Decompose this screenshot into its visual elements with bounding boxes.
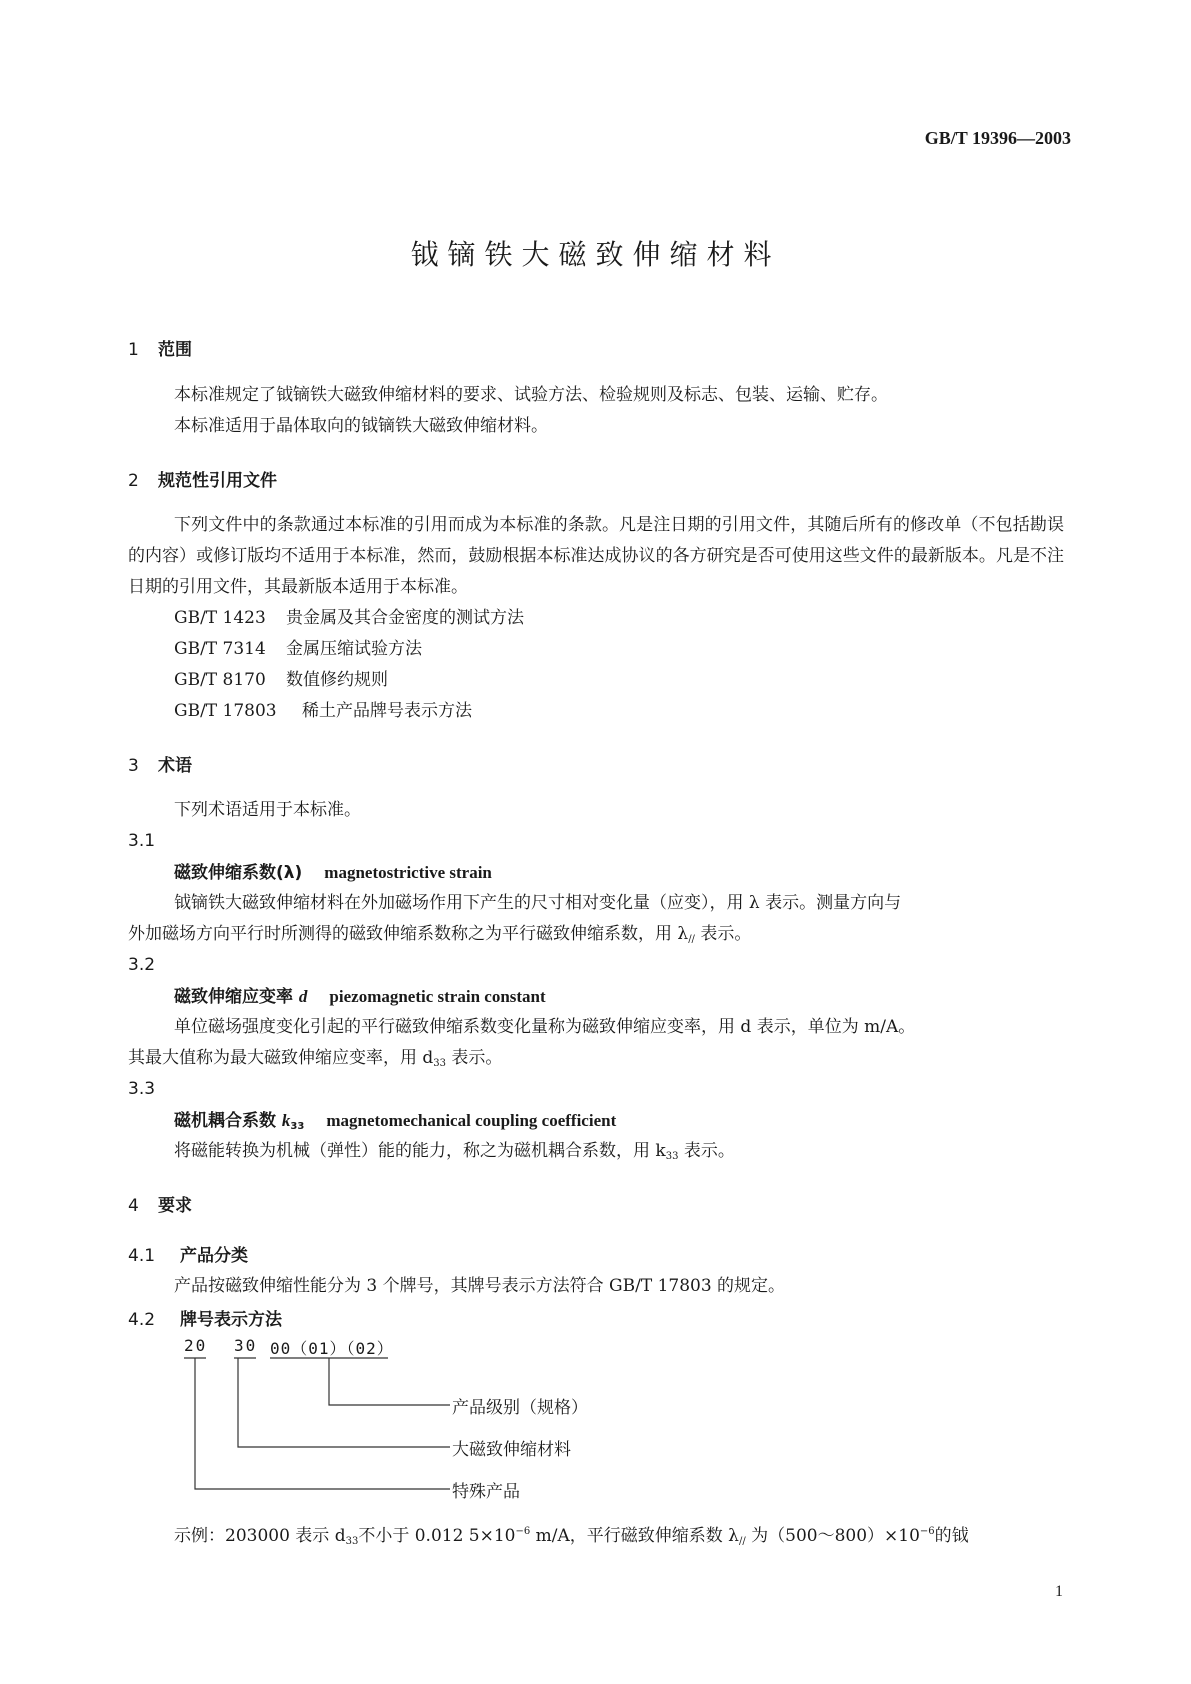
reference-name: 数值修约规则 bbox=[286, 670, 388, 690]
section-title: 范围 bbox=[158, 340, 192, 360]
subsection-number: 4.2 bbox=[128, 1310, 156, 1330]
subsection-title: 产品分类 bbox=[180, 1246, 248, 1266]
term-name-zh: 磁机耦合系数 bbox=[174, 1111, 276, 1131]
reference-name: 贵金属及其合金密度的测试方法 bbox=[286, 608, 524, 628]
term-name-en: magnetomechanical coupling coefficient bbox=[326, 1111, 617, 1130]
paragraph: 下列术语适用于本标准。 bbox=[174, 800, 361, 820]
code-part-1: 20 bbox=[184, 1336, 208, 1355]
reference-code: GB/T 8170 bbox=[174, 670, 266, 690]
subscript: 33 bbox=[345, 1536, 359, 1547]
text-run: 将磁能转换为机械（弹性）能的能力，称之为磁机耦合系数，用 k bbox=[174, 1141, 666, 1161]
superscript: −6 bbox=[919, 1526, 935, 1537]
section-number: 4 bbox=[128, 1196, 139, 1216]
label-special-product: 特殊产品 bbox=[452, 1482, 520, 1502]
leader-special bbox=[195, 1358, 450, 1489]
term-definition-line: 单位磁场强度变化引起的平行磁致伸缩系数变化量称为磁致伸缩应变率，用 d 表示，单位为 m/A。 bbox=[174, 1017, 916, 1037]
text-run: 表示。 bbox=[446, 1048, 503, 1068]
term-number: 3.1 bbox=[128, 831, 156, 851]
section-number: 1 bbox=[128, 340, 139, 360]
reference-name: 金属压缩试验方法 bbox=[286, 639, 422, 659]
text-run: 的钺 bbox=[934, 1526, 969, 1546]
reference-name: 稀土产品牌号表示方法 bbox=[302, 701, 472, 721]
term-name-en: magnetostrictive strain bbox=[324, 863, 492, 882]
term-symbol: d bbox=[298, 987, 308, 1006]
subscript: 33 bbox=[290, 1121, 305, 1132]
section-title: 要求 bbox=[158, 1196, 192, 1216]
subscript: // bbox=[688, 934, 695, 945]
standard-number: GB/T 19396—2003 bbox=[924, 128, 1071, 148]
section-title: 术语 bbox=[158, 756, 192, 776]
reference-code: GB/T 17803 bbox=[174, 701, 277, 721]
section-title: 规范性引用文件 bbox=[158, 471, 277, 491]
text-run: 其最大值称为最大磁致伸缩应变率，用 d bbox=[128, 1048, 434, 1068]
superscript: −6 bbox=[515, 1526, 531, 1537]
section-number: 3 bbox=[128, 756, 139, 776]
section-number: 2 bbox=[128, 471, 139, 491]
term-number: 3.2 bbox=[128, 955, 156, 975]
paragraph: 产品按磁致伸缩性能分为 3 个牌号，其牌号表示方法符合 GB/T 17803 的规定。 bbox=[174, 1276, 786, 1296]
term-name-en: piezomagnetic strain constant bbox=[329, 987, 546, 1006]
term-name-zh: 磁致伸缩应变率 bbox=[174, 987, 293, 1007]
subscript: 33 bbox=[433, 1058, 447, 1069]
term-number: 3.3 bbox=[128, 1079, 156, 1099]
paragraph: 本标准规定了钺镝铁大磁致伸缩材料的要求、试验方法、检验规则及标志、包装、运输、贮存。 bbox=[174, 385, 888, 405]
subsection-title: 牌号表示方法 bbox=[180, 1310, 282, 1330]
term-name-zh: 磁致伸缩系数(λ) bbox=[174, 863, 303, 883]
reference-code: GB/T 1423 bbox=[174, 608, 266, 628]
text-run: 示例：203000 表示 d bbox=[174, 1526, 346, 1546]
document-title: 钺镝铁大磁致伸缩材料 bbox=[410, 238, 781, 271]
page-number: 1 bbox=[1055, 1583, 1063, 1600]
leader-grade bbox=[329, 1358, 450, 1405]
subscript: 33 bbox=[665, 1151, 679, 1162]
text-run: 外加磁场方向平行时所测得的磁致伸缩系数称之为平行磁致伸缩系数，用 λ bbox=[128, 924, 689, 944]
paragraph: 下列文件中的条款通过本标准的引用而成为本标准的条款。凡是注日期的引用文件，其随后所有的修改单（不包括勘误的内容）或修订版均不适用于本标准，然而，鼓励根据本标准达成协议的各方研究是否可使用这些文件的最新版本。凡是不注日期的引用文件，其最新版本适用于本标准。 bbox=[128, 515, 1064, 597]
label-material: 大磁致伸缩材料 bbox=[452, 1440, 571, 1460]
leader-material bbox=[238, 1358, 450, 1447]
example-line bbox=[174, 1516, 969, 1557]
code-part-3: 00（01）（02） bbox=[270, 1339, 394, 1358]
text-run: m/A，平行磁致伸缩系数 λ bbox=[530, 1526, 739, 1546]
reference-code: GB/T 7314 bbox=[174, 639, 266, 659]
text-run: 表示。 bbox=[678, 1141, 735, 1161]
subscript: // bbox=[738, 1536, 746, 1547]
subsection-number: 4.1 bbox=[128, 1246, 156, 1266]
code-part-2: 30 bbox=[234, 1336, 258, 1355]
text-run: 表示。 bbox=[694, 924, 752, 944]
label-product-grade: 产品级别（规格） bbox=[452, 1398, 588, 1418]
term-symbol: k bbox=[281, 1111, 291, 1130]
text-run: 为（500～800）×10 bbox=[745, 1526, 920, 1546]
paragraph: 本标准适用于晶体取向的钺镝铁大磁致伸缩材料。 bbox=[174, 416, 548, 436]
term-definition-line: 钺镝铁大磁致伸缩材料在外加磁场作用下产生的尺寸相对变化量（应变），用 λ 表示。测量方向与 bbox=[174, 893, 902, 913]
text-run: 不小于 0.012 5×10 bbox=[358, 1526, 516, 1546]
